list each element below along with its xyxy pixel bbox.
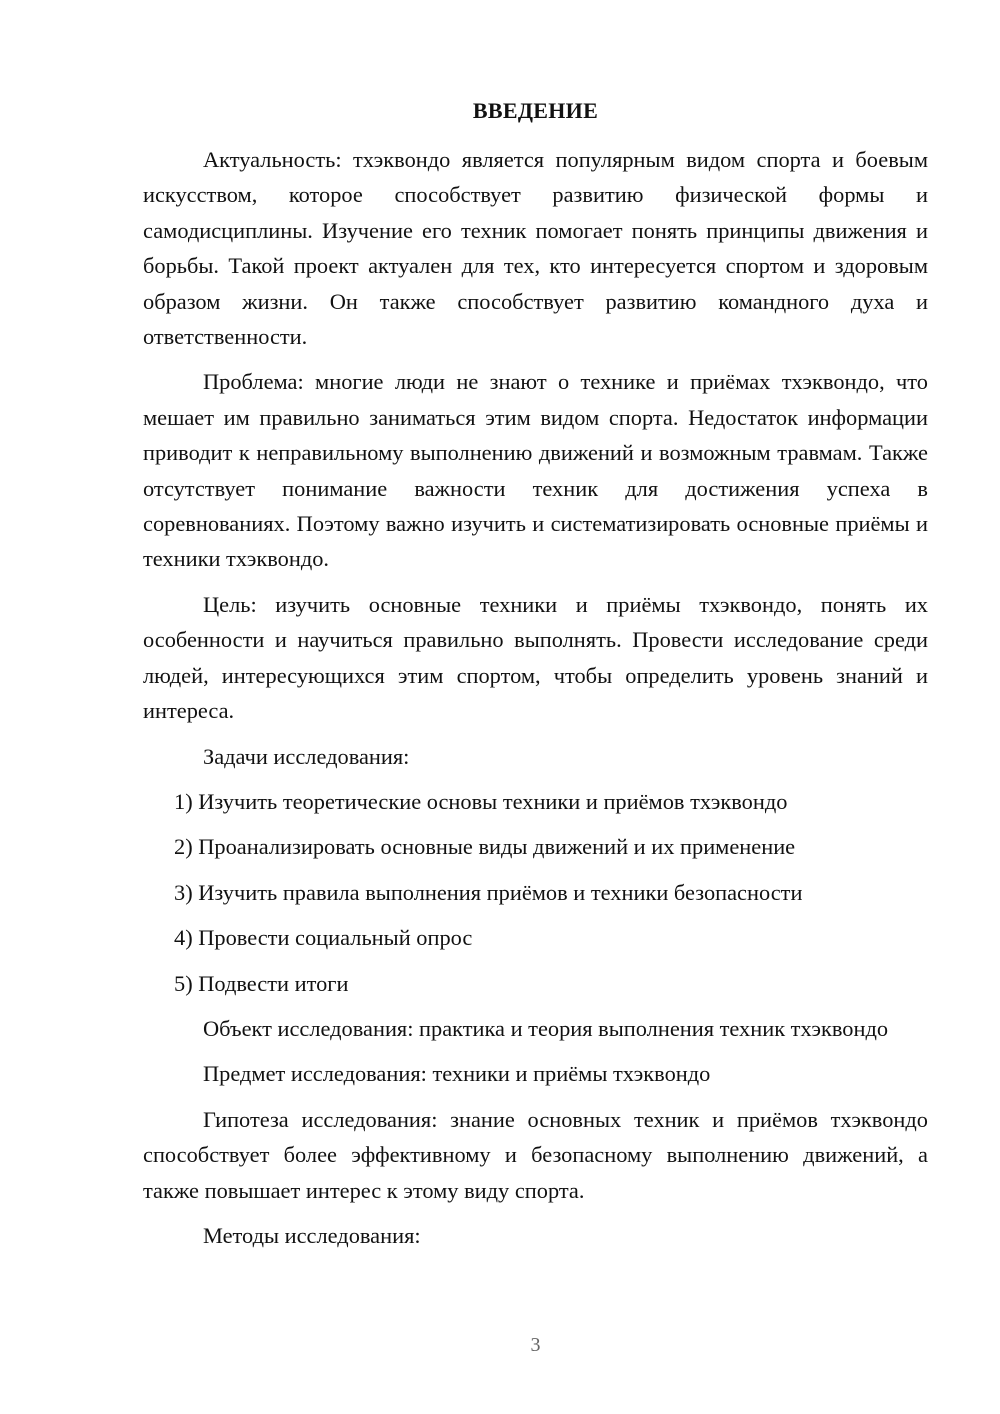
section-heading: ВВЕДЕНИЕ: [472, 98, 599, 123]
goal-paragraph: Цель: изучить основные техники и приёмы тхэквондо, понять их особенности и научиться правильно выполнять. Провести исследование среди людей, интересующихся этим спортом, чтобы определить уровень знаний и интереса.: [143, 591, 928, 724]
task-item: 5) Подвести итоги: [174, 970, 349, 996]
page-number: 3: [530, 1334, 541, 1356]
subject-paragraph: Предмет исследования: техники и приёмы тхэквондо: [203, 1061, 711, 1087]
document-body: [143, 142, 928, 1263]
problem-paragraph: Проблема: многие люди не знают о технике и приёмах тхэквондо, что мешает им правильно заниматься этим видом спорта. Недостаток информации приводит к неправильному выполнению движений и возможным травмам. Также отсутствует понимание важности техник для достижения успеха в соревнованиях. Поэтому важно изучить и систематизировать основные приёмы и техники тхэквондо.: [143, 369, 928, 572]
methods-heading: Методы исследования:: [203, 1222, 421, 1248]
task-item: 1) Изучить теоретические основы техники и приёмов тхэквондо: [174, 788, 788, 814]
task-item: 2) Проанализировать основные виды движений и их применение: [174, 834, 796, 860]
hypothesis-paragraph: Гипотеза исследования: знание основных техник и приёмов тхэквондо способствует более эффективному и безопасному выполнению движений, а также повышает интерес к этому виду спорта.: [143, 1106, 928, 1203]
object-paragraph: Объект исследования: практика и теория выполнения техник тхэквондо: [203, 1015, 889, 1041]
task-item: 3) Изучить правила выполнения приёмов и техники безопасности: [174, 879, 803, 905]
tasks-list: [143, 784, 928, 1001]
relevance-paragraph: Актуальность: тхэквондо является популярным видом спорта и боевым искусством, которое способствует развитию физической формы и самодисциплины. Изучение его техник помогает понять принципы движения и борьбы. Такой проект актуален для тех, кто интересуется спортом и здоровым образом жизни. Он также способствует развитию командного духа и ответственности.: [143, 147, 928, 350]
tasks-heading: Задачи исследования:: [203, 743, 410, 769]
task-item: 4) Провести социальный опрос: [174, 925, 473, 951]
